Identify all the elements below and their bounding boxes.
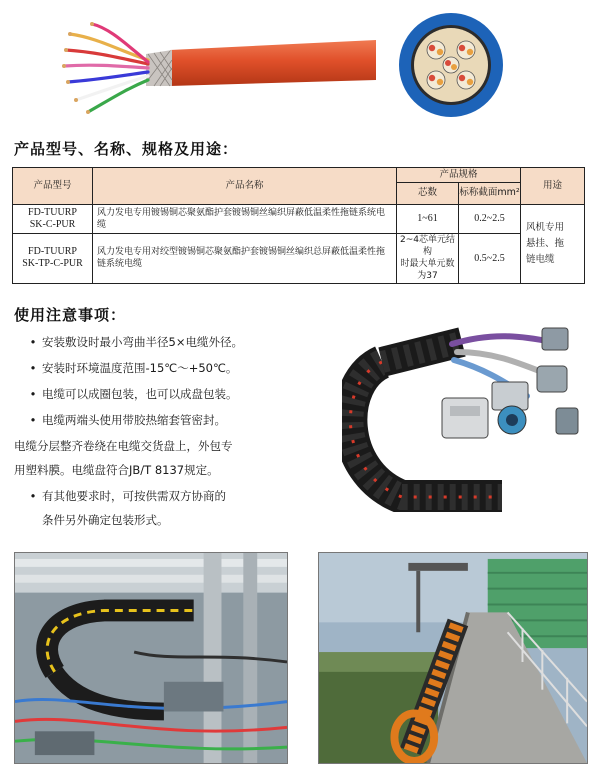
note-item (28, 386, 238, 402)
note-paragraph: 电缆分层整齐卷绕在电缆交货盘上，外包专 (14, 439, 233, 453)
cross-section-cell: 0.2~2.5 (459, 205, 521, 234)
note-item (28, 412, 226, 428)
usage-line: 链电缆 (526, 253, 555, 265)
usage-line: 风机专用 (526, 221, 565, 233)
note-text: 安装敷设时最小弯曲半径5×电缆外径。 (42, 335, 243, 349)
notes-section-heading: 使用注意事项： (14, 306, 127, 324)
name-cell: 风力发电专用镀锡铜芯聚氨酯护套镀锡铜丝编织屏蔽低温柔性拖链系统电缆 (93, 205, 397, 234)
model-cell (13, 234, 93, 284)
bullet-icon: • (29, 489, 37, 503)
note-item (28, 334, 243, 350)
bullet-icon: • (29, 413, 37, 427)
header-cross-section: 标称截面mm² (459, 183, 521, 205)
header-usage: 用途 (521, 168, 585, 205)
industrial-platform-photo (318, 552, 588, 764)
cable-chain-photo (342, 322, 592, 512)
model-line: FD-TUURP (28, 245, 77, 257)
cores-line: 时最大单元数为37 (400, 259, 455, 282)
note-text: 有其他要求时，可按供需双方协商的 (42, 489, 226, 503)
name-cell: 风力发电专用对绞型镀锡铜芯聚氨酯护套镀锡铜丝编织总屏蔽低温柔性拖链系统电缆 (93, 234, 397, 284)
note-text: 条件另外确定包装形式。 (42, 513, 169, 527)
header-spec: 产品规格 (397, 168, 521, 183)
note-text: 电缆可以成圈包装，也可以成盘包装。 (42, 387, 238, 401)
spec-section-heading: 产品型号、名称、规格及用途： (14, 140, 239, 158)
bullet-icon: • (29, 335, 37, 349)
spec-table (12, 167, 585, 284)
cores-cell: 1~61 (397, 205, 459, 234)
bullet-icon: • (29, 361, 37, 375)
table-row (13, 234, 585, 284)
header-cores: 芯数 (397, 183, 459, 205)
bullet-icon: • (29, 387, 37, 401)
note-paragraph: 用塑料膜。电缆盘符合JB/T 8137规定。 (14, 463, 219, 477)
note-item (28, 360, 237, 376)
header-model: 产品型号 (13, 168, 93, 205)
usage-cell (521, 205, 585, 284)
header-name: 产品名称 (93, 168, 397, 205)
note-text: 安装时环境温度范围-15℃～+50℃。 (42, 361, 238, 375)
model-line: SK-C-PUR (29, 219, 76, 230)
note-text: 电缆两端头使用带胶热缩套管密封。 (42, 413, 226, 427)
usage-line: 悬挂、拖 (526, 237, 565, 249)
factory-cable-chain-photo (14, 552, 288, 764)
table-row (13, 205, 585, 234)
note-item (28, 488, 226, 504)
cores-cell (397, 234, 459, 284)
model-line: FD-TUURP (28, 206, 77, 218)
cross-section-cell: 0.5~2.5 (459, 234, 521, 284)
model-line: SK-TP-C-PUR (22, 258, 83, 270)
cores-line: 2~4芯单元结构 (400, 235, 455, 258)
cable-cross-section-photo (398, 12, 504, 118)
cable-product-photo (58, 20, 376, 116)
model-cell (13, 205, 93, 234)
